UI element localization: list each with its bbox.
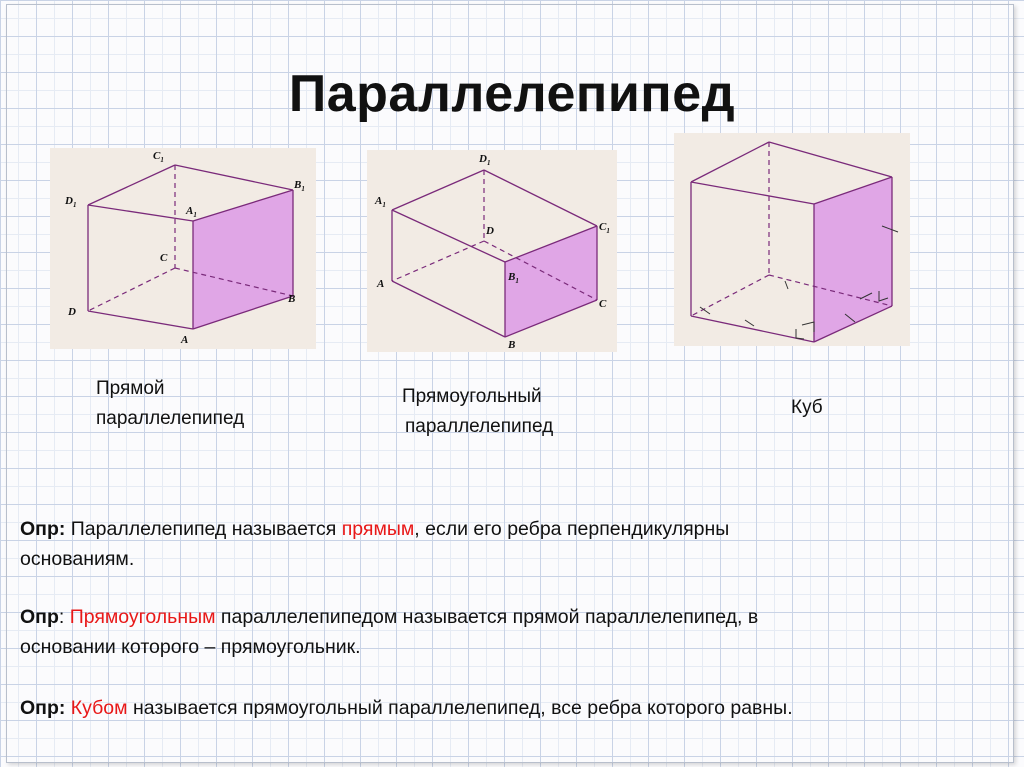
definition-prefix: Опр: [20, 697, 66, 719]
cube-figure [674, 133, 910, 346]
vertex-label-c: C [599, 298, 607, 310]
vertex-label-d1: $D_1$ [65, 195, 77, 209]
definition-prefix: Опр [20, 606, 59, 628]
right-parallelepiped-figure [50, 148, 316, 349]
vertex-label-a1: $A_1$ [186, 205, 197, 219]
vertex-label-c1: $C_1$ [153, 150, 164, 164]
vertex-label-a1: $A_1$ [375, 195, 386, 209]
caption-line-1: Прямой [96, 378, 165, 399]
vertex-label-d: D [68, 306, 76, 318]
vertex-label-d1: $D_1$ [479, 153, 491, 167]
caption-line-2: параллелепипед [96, 408, 245, 429]
caption-cube: Куб [791, 397, 823, 418]
caption-rectangular-parallelepiped [402, 382, 553, 442]
page-title: Параллелепипед [288, 65, 736, 123]
definition-rectangular: Опр: Прямоугольным параллелепипедом называется прямой параллелепипед, в основании которого – прямоугольник. [20, 606, 759, 658]
vertex-label-a: A [181, 334, 189, 346]
caption-line-1: Прямоугольный [402, 386, 542, 407]
vertex-label-b: B [508, 339, 516, 351]
definition-cube: Опр: Кубом называется прямоугольный параллелепипед, все ребра которого равны. [20, 697, 793, 719]
vertex-label-a: A [377, 278, 385, 290]
highlight-term: Кубом [70, 697, 128, 719]
caption-right-parallelepiped [96, 374, 244, 434]
definition-right: Опр: Параллелепипед называется прямым, если его ребра перпендикулярны основаниям. [20, 518, 730, 570]
vertex-label-d: D [486, 225, 494, 237]
vertex-label-c1: $C_1$ [599, 221, 610, 235]
rectangular-parallelepiped-figure [367, 150, 617, 352]
vertex-label-b1: $B_1$ [508, 271, 519, 285]
definition-prefix: Опр: [20, 518, 66, 540]
caption-line-2: параллелепипед [405, 416, 554, 437]
highlight-term: прямым [341, 518, 415, 540]
vertex-label-c: C [160, 252, 168, 264]
vertex-label-b1: $B_1$ [294, 179, 305, 193]
vertex-label-b: B [288, 293, 296, 305]
highlight-term: Прямоугольным [69, 606, 216, 628]
